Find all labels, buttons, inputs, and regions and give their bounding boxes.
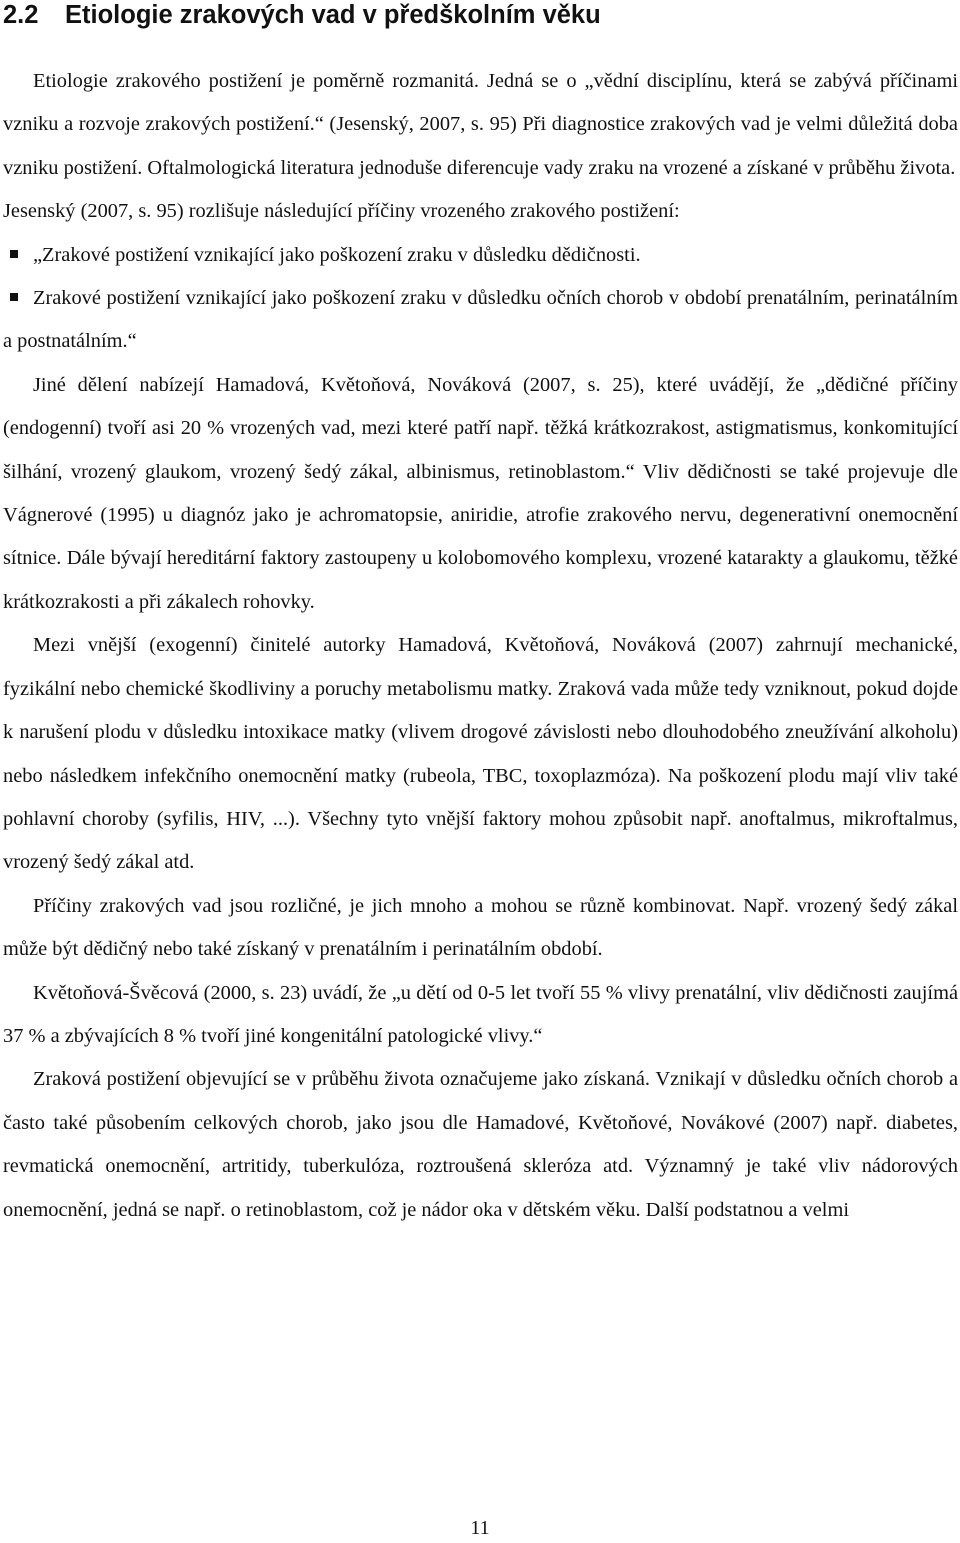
section-title: Etiologie zrakových vad v předškolním věku — [65, 1, 601, 29]
section-heading — [3, 0, 601, 33]
bullet-list — [3, 234, 958, 364]
list-item-text: „Zrakové postižení vznikající jako poškození zraku v důsledku dědičnosti. — [33, 243, 641, 266]
paragraph: Příčiny zrakových vad jsou rozličné, je jich mnoho a mohou se různě kombinovat. Např. vrozený šedý zákal může být dědičný nebo také získaný v prenatálním i perinatálním období. — [3, 894, 958, 961]
body-text — [3, 60, 958, 1232]
paragraph: Etiologie zrakového postižení je poměrně rozmanitá. Jedná se o „vědní disciplínu, která se zabývá příčinami vzniku a rozvoje zrakových postižení.“ (Jesenský, 2007, s. 95) Při diagnostice zrakových vad je velmi důležitá doba vzniku postižení. Oftalmologická literatura jednoduše diferencuje vady zraku na vrozené a získané v průběhu života. — [3, 70, 958, 179]
paragraph: Jesenský (2007, s. 95) rozlišuje následující příčiny vrozeného zrakového postižení: — [3, 200, 680, 223]
paragraph: Mezi vnější (exogenní) činitelé autorky Hamadová, Květoňová, Nováková (2007) zahrnují mechanické, fyzikální nebo chemické škodliviny a poruchy metabolismu matky. Zraková vada může tedy vzniknout, pokud dojde k narušení plodu v důsledku intoxikace matky (vlivem drogové závislosti nebo dlouhodobého zneužívání alkoholu) nebo následkem infekčního onemocnění matky (rubeola, TBC, toxoplazmóza). Na poškození plodu mají vliv také pohlavní choroby (syfilis, HIV, ...). Všechny tyto vnější faktory mohou způsobit např. anoftalmus, mikroftalmus, vrozený šedý zákal atd. — [3, 634, 958, 874]
list-item — [3, 277, 958, 364]
paragraph: Jiné dělení nabízejí Hamadová, Květoňová, Nováková (2007, s. 25), které uvádějí, že „dědičné příčiny (endogenní) tvoří asi 20 % vrozených vad, mezi které patří např. těžká krátkozrakost, astigmatismus, konkomitující šilhání, vrozený glaukom, vrozený šedý zákal, albinismus, retinoblastom.“ Vliv dědičnosti se také projevuje dle Vágnerové (1995) u diagnóz jako je achromatopsie, aniridie, atrofie zrakového nervu, degenerativní onemocnění sítnice. Dále bývají hereditární faktory zastoupeny u kolobomového komplexu, vrozené katarakty a glaukomu, těžké krátkozrakosti a při zákalech rohovky. — [3, 373, 958, 613]
square-bullet-icon — [10, 250, 18, 258]
paragraph: Květoňová-Švěcová (2000, s. 23) uvádí, že „u dětí od 0-5 let tvoří 55 % vlivy prenatální, vliv dědičnosti zaujímá 37 % a zbývajících 8 % tvoří jiné kongenitální patologické vlivy.“ — [3, 981, 958, 1047]
page-number: 11 — [470, 1517, 490, 1539]
paragraph: Zraková postižení objevující se v průběhu života označujeme jako získaná. Vznikají v důsledku očních chorob a často také působením celkových chorob, jako jsou dle Hamadové, Květoňové, Novákové (2007) např. diabetes, revmatická onemocnění, artritidy, tuberkulóza, roztroušená skleróza atd. Významný je také vliv nádorových onemocnění, jedná se např. o retinoblastom, což je nádor oka v dětském věku. Další podstatnou a velmi — [3, 1068, 958, 1221]
list-item-text: Zrakové postižení vznikající jako poškození zraku v důsledku očních chorob v období prenatálním, perinatálním a postnatálním.“ — [3, 287, 958, 353]
square-bullet-icon — [10, 293, 18, 301]
list-item — [3, 234, 958, 277]
section-number: 2.2 — [3, 1, 39, 29]
